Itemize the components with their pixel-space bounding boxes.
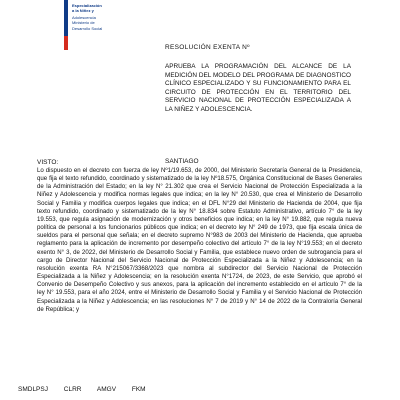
logo-text-line: Adolescencia <box>72 15 96 20</box>
logo-text-line: Especialización <box>72 3 102 8</box>
logo-blue-bar <box>64 0 68 36</box>
logo-text-line: Ministerio de <box>72 20 95 25</box>
visto-paragraph: Lo dispuesto en el decreto con fuerza de ley Nº1/19.653, de 2000, del Ministerio Secretaría General de la Presidencia, que fija el texto refundido, coordinado y sistematizado de la ley Nº18.575, Orgánica Constitucional de Bases Generales de la Administración del Estado; en la ley N° 21.302 que crea el Servicio Nacional de Protección Especializada a la Niñez y Adolescencia y modifica normas legales que indica; en la ley N° 20.530, que crea el Ministerio de Desarrollo Social y Familia y modifica cuerpos legales que indica; en el DFL N°29 del Ministerio de Hacienda de 2004, que fija texto refundido, coordinado y sistematizado de la ley N° 18.834 sobre Estatuto Administrativo, artículo 7° de la ley 19.553, que regula asignación de modernización y otros beneficios que indica; en la ley N° 19.882, que regula nueva política de personal a los funcionarios públicos que indica; en el decreto ley N° 249 de 1973, que fija escala única de sueldos para el personal que señala; en el decreto supremo N°983 de 2003 del Ministerio de Hacienda, que aprueba reglamento para la aplicación de incremento por desempeño colectivo del artículo 7° de la ley N°19.553; en el decreto exento N° 3, de 2022, del Ministerio de Desarrollo Social y Familia, que establece nuevo orden de subrogancia para el cargo de Director Nacional del Servicio Nacional de Protección Especializada a la Niñez y Adolescencia; en la resolución exenta RA N°215067/3368/2023 que nombra al subdirector del Servicio Nacional de Protección Especializada a la Niñez y Adolescencia; en la resolución exenta N°1724, de 2023, de este Servicio, que aprobó el Convenio de Desempeño Colectivo y sus anexos, para la aplicación del incremento establecido en el artículo 7° de la ley N° 19.553, para el año 2024, entre el Ministerio de Desarrollo Social y Familia y el Servicio Nacional de Protección Especializada a la Niñez y Adolescencia; en las resoluciones N° 7 de 2019 y N° 14 de 2022 de la Contraloría General de República; y <box>37 167 362 313</box>
visto-heading: VISTO: <box>37 159 59 166</box>
logo-red-bar <box>64 36 68 50</box>
resolution-subject: APRUEBA LA PROGRAMACIÓN DEL ALCANCE DE LA MEDICIÓN DEL MODELO DEL PROGRAMA DE DIAGNOSTICO CLÍNICO ESPECIALIZADO Y SU FUNCIONAMIENTO PARA EL CIRCUITO DE PROTECCIÓN EN EL TERRITORIO DEL SERVICIO NACIONAL DE PROTECCIÓN ESPECIALIZADA A LA NIÑEZ Y ADOLESCENCIA. <box>165 63 351 113</box>
footer-initials: SMDLPSJ CLRR AMGV FKM <box>18 386 146 393</box>
place-label: SANTIAGO <box>165 158 199 165</box>
logo-text-line: Desarrollo Social <box>72 26 103 31</box>
institution-logo <box>64 0 126 62</box>
logo-text-line: a la Niñez y <box>72 8 94 13</box>
resolution-title: RESOLUCIÓN EXENTA Nº <box>165 44 250 51</box>
